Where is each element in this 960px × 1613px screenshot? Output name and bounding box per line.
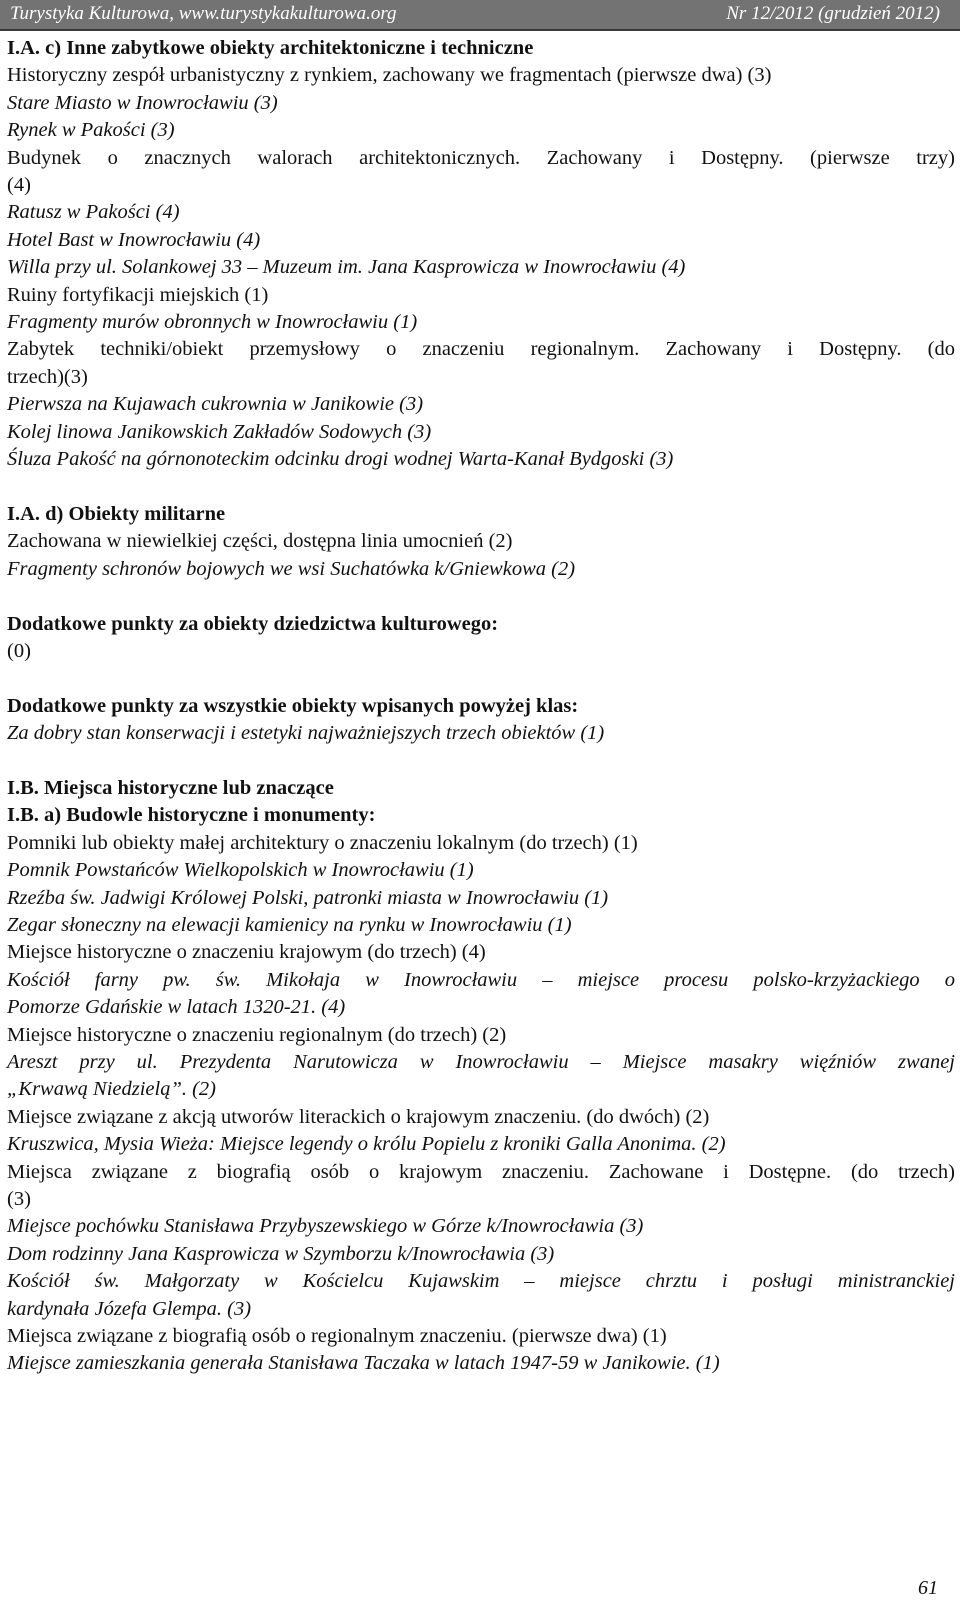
item-line: Ratusz w Pakości (4) xyxy=(7,201,180,224)
item-line: Areszt przy ul. Prezydenta Narutowicza w Inowrocławiu – Miejsce masakry więźniów zwanej xyxy=(7,1050,955,1073)
header-journal-title: Turystyka Kulturowa, www.turystykakulturowa.org xyxy=(10,3,397,24)
category-line: Historyczny zespół urbanistyczny z rynkiem, zachowany we fragmentach (pierwsze dwa) (3) xyxy=(7,64,772,87)
item-line: kardynała Józefa Glempa. (3) xyxy=(7,1297,252,1320)
item-line: Kruszwica, Mysia Wieża: Miejsce legendy o królu Popielu z kroniki Galla Anonima. (2) xyxy=(7,1133,726,1156)
item-line: Zegar słoneczny na elewacji kamienicy na rynku w Inowrocławiu (1) xyxy=(7,913,572,936)
category-line: (0) xyxy=(7,639,31,662)
section-heading: I.A. c) Inne zabytkowe obiekty architektoniczne i techniczne xyxy=(7,37,534,59)
item-line: Pomnik Powstańców Wielkopolskich w Inowrocławiu (1) xyxy=(7,859,474,882)
category-line: trzech)(3) xyxy=(7,365,88,388)
item-line: „Krwawą Niedzielą”. (2) xyxy=(7,1078,217,1101)
category-line: Miejsce historyczne o znaczeniu regionalnym (do trzech) (2) xyxy=(7,1023,507,1046)
section-heading: Dodatkowe punkty za wszystkie obiekty wpisanych powyżej klas: xyxy=(7,694,579,717)
category-line: Miejsca związane z biografią osób o regionalnym znaczeniu. (pierwsze dwa) (1) xyxy=(7,1325,667,1348)
header-divider xyxy=(0,29,960,31)
category-line: Pomniki lub obiekty małej architektury o znaczeniu lokalnym (do trzech) (1) xyxy=(7,831,638,854)
page-number: 61 xyxy=(918,1577,938,1599)
item-line: Dom rodzinny Jana Kasprowicza w Szymborzu k/Inowrocławia (3) xyxy=(7,1242,555,1265)
spacer xyxy=(7,583,955,610)
category-line: (3) xyxy=(7,1188,31,1210)
item-line: Pomorze Gdańskie w latach 1320-21. (4) xyxy=(7,996,346,1019)
item-line: Za dobry stan konserwacji i estetyki najważniejszych trzech obiektów (1) xyxy=(7,722,605,745)
section-heading: I.B. a) Budowle historyczne i monumenty: xyxy=(7,804,376,827)
item-line: Śluza Pakość na górnonoteckim odcinku drogi wodnej Warta-Kanał Bydgoski (3) xyxy=(7,448,674,471)
item-line: Rzeźba św. Jadwigi Królowej Polski, patronki miasta w Inowrocławiu (1) xyxy=(7,886,609,909)
item-line: Kościół św. Małgorzaty w Kościelcu Kujawskim – miejsce chrztu i posługi ministranckiej xyxy=(7,1270,955,1293)
section-heading: Dodatkowe punkty za obiekty dziedzictwa kulturowego: xyxy=(7,612,499,635)
section-heading: I.A. d) Obiekty militarne xyxy=(7,502,226,525)
spacer xyxy=(7,474,955,501)
category-line: Budynek o znacznych walorach architektonicznych. Zachowany i Dostępny. (pierwsze trzy) xyxy=(7,146,955,169)
spacer xyxy=(7,665,955,692)
item-line: Miejsce zamieszkania generała Stanisława Taczaka w latach 1947-59 w Janikowie. (1) xyxy=(7,1352,720,1375)
category-line: (4) xyxy=(7,174,31,197)
item-line: Fragmenty murów obronnych w Inowrocławiu (1) xyxy=(7,311,418,334)
spacer xyxy=(7,748,955,775)
category-line: Miejsce związane z akcją utworów literackich o krajowym znaczeniu. (do dwóch) (2) xyxy=(7,1105,710,1128)
category-line: Zachowana w niewielkiej części, dostępna linia umocnień (2) xyxy=(7,530,513,553)
category-line: Miejsca związane z biografią osób o krajowym znaczeniu. Zachowane i Dostępne. (do trzech) xyxy=(7,1160,955,1183)
document-body xyxy=(7,35,955,1378)
category-line: Zabytek techniki/obiekt przemysłowy o znaczeniu regionalnym. Zachowany i Dostępny. (do xyxy=(7,338,955,361)
item-line: Willa przy ul. Solankowej 33 – Muzeum im. Jana Kasprowicza w Inowrocławiu (4) xyxy=(7,256,686,279)
item-line: Pierwsza na Kujawach cukrownia w Janikowie (3) xyxy=(7,393,424,416)
section-heading: I.B. Miejsca historyczne lub znaczące xyxy=(7,776,334,799)
item-line: Kolej linowa Janikowskich Zakładów Sodowych (3) xyxy=(7,420,432,443)
item-line: Stare Miasto w Inowrocławiu (3) xyxy=(7,91,278,114)
header-issue: Nr 12/2012 (grudzień 2012) xyxy=(726,3,940,24)
category-line: Miejsce historyczne o znaczeniu krajowym (do trzech) (4) xyxy=(7,941,486,964)
item-line: Hotel Bast w Inowrocławiu (4) xyxy=(7,228,261,251)
item-line: Fragmenty schronów bojowych we wsi Suchatówka k/Gniewkowa (2) xyxy=(7,557,576,580)
page-header xyxy=(0,0,960,29)
item-line: Kościół farny pw. św. Mikołaja w Inowrocławiu – miejsce procesu polsko-krzyżackiego o xyxy=(7,968,955,991)
item-line: Rynek w Pakości (3) xyxy=(7,119,175,142)
item-line: Miejsce pochówku Stanisława Przybyszewskiego w Górze k/Inowrocławia (3) xyxy=(7,1215,644,1238)
category-line: Ruiny fortyfikacji miejskich (1) xyxy=(7,283,269,306)
